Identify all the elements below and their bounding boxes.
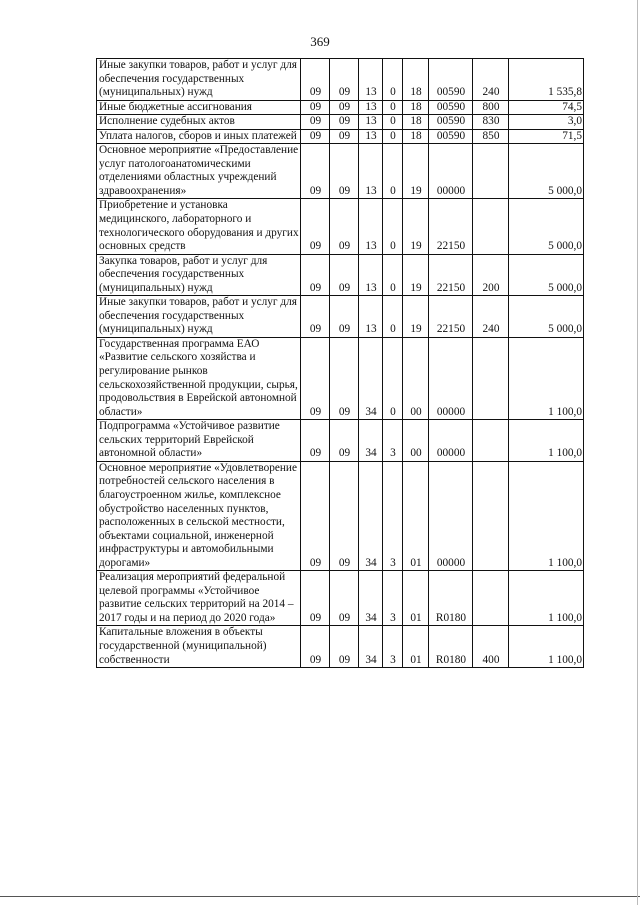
budget-table bbox=[96, 58, 584, 668]
row-name: Подпрограмма «Устойчивое развитие сельских территорий Еврейской автономной области» bbox=[97, 420, 301, 462]
page-number: 369 bbox=[310, 34, 330, 49]
expense-type-code: 850 bbox=[473, 129, 509, 144]
expense-type-code bbox=[473, 199, 509, 254]
direction-code: 00000 bbox=[429, 461, 473, 570]
section-code: 09 bbox=[301, 100, 330, 115]
row-name: Основное мероприятие «Предоставление услуг патологоанатомическими отделениями областных учреждений здравоохранения» bbox=[97, 144, 301, 199]
row-name: Капитальные вложения в объекты государственной (муниципальной) собственности bbox=[97, 626, 301, 668]
expense-type-code: 830 bbox=[473, 115, 509, 130]
expense-type-code: 800 bbox=[473, 100, 509, 115]
subsection-code: 09 bbox=[330, 571, 359, 626]
program-code: 13 bbox=[359, 129, 383, 144]
amount: 5 000,0 bbox=[509, 144, 584, 199]
row-name: Приобретение и установка медицинского, лабораторного и технологического оборудования и других основных средств bbox=[97, 199, 301, 254]
section-code: 09 bbox=[301, 626, 330, 668]
amount: 71,5 bbox=[509, 129, 584, 144]
table-row bbox=[97, 254, 584, 296]
event-code: 00 bbox=[403, 420, 429, 462]
program-code: 13 bbox=[359, 115, 383, 130]
scan-edge-line bbox=[637, 0, 638, 905]
section-code: 09 bbox=[301, 420, 330, 462]
event-code: 19 bbox=[403, 199, 429, 254]
program-code: 34 bbox=[359, 461, 383, 570]
section-code: 09 bbox=[301, 571, 330, 626]
table-body bbox=[97, 59, 584, 668]
subprogram-code: 0 bbox=[383, 100, 403, 115]
amount: 1 100,0 bbox=[509, 626, 584, 668]
subprogram-code: 0 bbox=[383, 254, 403, 296]
row-name: Основное мероприятие «Удовлетворение потребностей сельского населения в благоустроенном жилье, комплексное обустройство населенных пунктов, расположенных в сельской местности, объектами социальной, инженерной инфраструктуры и автомобильными дорогами» bbox=[97, 461, 301, 570]
table-row bbox=[97, 115, 584, 130]
expense-type-code bbox=[473, 420, 509, 462]
subsection-code: 09 bbox=[330, 100, 359, 115]
subsection-code: 09 bbox=[330, 59, 359, 101]
event-code: 01 bbox=[403, 571, 429, 626]
direction-code: 00590 bbox=[429, 59, 473, 101]
event-code: 01 bbox=[403, 626, 429, 668]
event-code: 00 bbox=[403, 337, 429, 419]
table-row bbox=[97, 626, 584, 668]
direction-code: 22150 bbox=[429, 296, 473, 338]
program-code: 34 bbox=[359, 626, 383, 668]
program-code: 13 bbox=[359, 59, 383, 101]
direction-code: 00590 bbox=[429, 100, 473, 115]
table-row bbox=[97, 100, 584, 115]
direction-code: 22150 bbox=[429, 254, 473, 296]
subsection-code: 09 bbox=[330, 129, 359, 144]
program-code: 34 bbox=[359, 420, 383, 462]
section-code: 09 bbox=[301, 461, 330, 570]
row-name: Реализация мероприятий федеральной целевой программы «Устойчивое развитие сельских территорий на 2014 – 2017 годы и на период до 2020 года» bbox=[97, 571, 301, 626]
table-row bbox=[97, 59, 584, 101]
expense-type-code bbox=[473, 571, 509, 626]
expense-type-code: 200 bbox=[473, 254, 509, 296]
event-code: 01 bbox=[403, 461, 429, 570]
table-row bbox=[97, 461, 584, 570]
amount: 1 100,0 bbox=[509, 420, 584, 462]
subsection-code: 09 bbox=[330, 199, 359, 254]
subsection-code: 09 bbox=[330, 254, 359, 296]
amount: 5 000,0 bbox=[509, 296, 584, 338]
subprogram-code: 3 bbox=[383, 571, 403, 626]
row-name: Иные закупки товаров, работ и услуг для обеспечения государственных (муниципальных) нужд bbox=[97, 59, 301, 101]
table-row bbox=[97, 337, 584, 419]
subsection-code: 09 bbox=[330, 461, 359, 570]
expense-type-code: 240 bbox=[473, 296, 509, 338]
section-code: 09 bbox=[301, 144, 330, 199]
subprogram-code: 3 bbox=[383, 420, 403, 462]
subsection-code: 09 bbox=[330, 626, 359, 668]
subsection-code: 09 bbox=[330, 115, 359, 130]
subprogram-code: 3 bbox=[383, 461, 403, 570]
expense-type-code bbox=[473, 144, 509, 199]
event-code: 19 bbox=[403, 296, 429, 338]
table-row bbox=[97, 571, 584, 626]
program-code: 34 bbox=[359, 337, 383, 419]
section-code: 09 bbox=[301, 296, 330, 338]
direction-code: 00000 bbox=[429, 337, 473, 419]
expense-type-code: 400 bbox=[473, 626, 509, 668]
program-code: 13 bbox=[359, 199, 383, 254]
amount: 1 100,0 bbox=[509, 337, 584, 419]
table-row bbox=[97, 296, 584, 338]
section-code: 09 bbox=[301, 59, 330, 101]
program-code: 13 bbox=[359, 254, 383, 296]
subprogram-code: 3 bbox=[383, 626, 403, 668]
event-code: 19 bbox=[403, 144, 429, 199]
event-code: 18 bbox=[403, 59, 429, 101]
row-name: Иные закупки товаров, работ и услуг для обеспечения государственных (муниципальных) нужд bbox=[97, 296, 301, 338]
section-code: 09 bbox=[301, 115, 330, 130]
scan-border-line bbox=[0, 896, 640, 897]
subsection-code: 09 bbox=[330, 420, 359, 462]
event-code: 18 bbox=[403, 100, 429, 115]
subsection-code: 09 bbox=[330, 296, 359, 338]
expense-type-code bbox=[473, 461, 509, 570]
amount: 5 000,0 bbox=[509, 199, 584, 254]
amount: 1 100,0 bbox=[509, 571, 584, 626]
expense-type-code: 240 bbox=[473, 59, 509, 101]
direction-code: 00000 bbox=[429, 144, 473, 199]
direction-code: 00590 bbox=[429, 129, 473, 144]
row-name: Исполнение судебных актов bbox=[97, 115, 301, 130]
subprogram-code: 0 bbox=[383, 129, 403, 144]
subprogram-code: 0 bbox=[383, 144, 403, 199]
event-code: 19 bbox=[403, 254, 429, 296]
table-row bbox=[97, 199, 584, 254]
subprogram-code: 0 bbox=[383, 296, 403, 338]
amount: 5 000,0 bbox=[509, 254, 584, 296]
direction-code: R0180 bbox=[429, 571, 473, 626]
table-row bbox=[97, 129, 584, 144]
amount: 74,5 bbox=[509, 100, 584, 115]
section-code: 09 bbox=[301, 199, 330, 254]
program-code: 13 bbox=[359, 100, 383, 115]
subprogram-code: 0 bbox=[383, 199, 403, 254]
direction-code: 00590 bbox=[429, 115, 473, 130]
section-code: 09 bbox=[301, 129, 330, 144]
direction-code: 22150 bbox=[429, 199, 473, 254]
subprogram-code: 0 bbox=[383, 337, 403, 419]
section-code: 09 bbox=[301, 337, 330, 419]
expense-type-code bbox=[473, 337, 509, 419]
amount: 1 535,8 bbox=[509, 59, 584, 101]
event-code: 18 bbox=[403, 129, 429, 144]
section-code: 09 bbox=[301, 254, 330, 296]
program-code: 34 bbox=[359, 571, 383, 626]
program-code: 13 bbox=[359, 144, 383, 199]
program-code: 13 bbox=[359, 296, 383, 338]
row-name: Иные бюджетные ассигнования bbox=[97, 100, 301, 115]
subsection-code: 09 bbox=[330, 337, 359, 419]
subprogram-code: 0 bbox=[383, 59, 403, 101]
row-name: Государственная программа ЕАО «Развитие сельского хозяйства и регулирование рынков сельскохозяйственной продукции, сырья, продовольствия в Еврейской автономной области» bbox=[97, 337, 301, 419]
row-name: Закупка товаров, работ и услуг для обеспечения государственных (муниципальных) нужд bbox=[97, 254, 301, 296]
amount: 3,0 bbox=[509, 115, 584, 130]
amount: 1 100,0 bbox=[509, 461, 584, 570]
row-name: Уплата налогов, сборов и иных платежей bbox=[97, 129, 301, 144]
event-code: 18 bbox=[403, 115, 429, 130]
subprogram-code: 0 bbox=[383, 115, 403, 130]
direction-code: 00000 bbox=[429, 420, 473, 462]
table-row bbox=[97, 420, 584, 462]
table-row bbox=[97, 144, 584, 199]
subsection-code: 09 bbox=[330, 144, 359, 199]
direction-code: R0180 bbox=[429, 626, 473, 668]
